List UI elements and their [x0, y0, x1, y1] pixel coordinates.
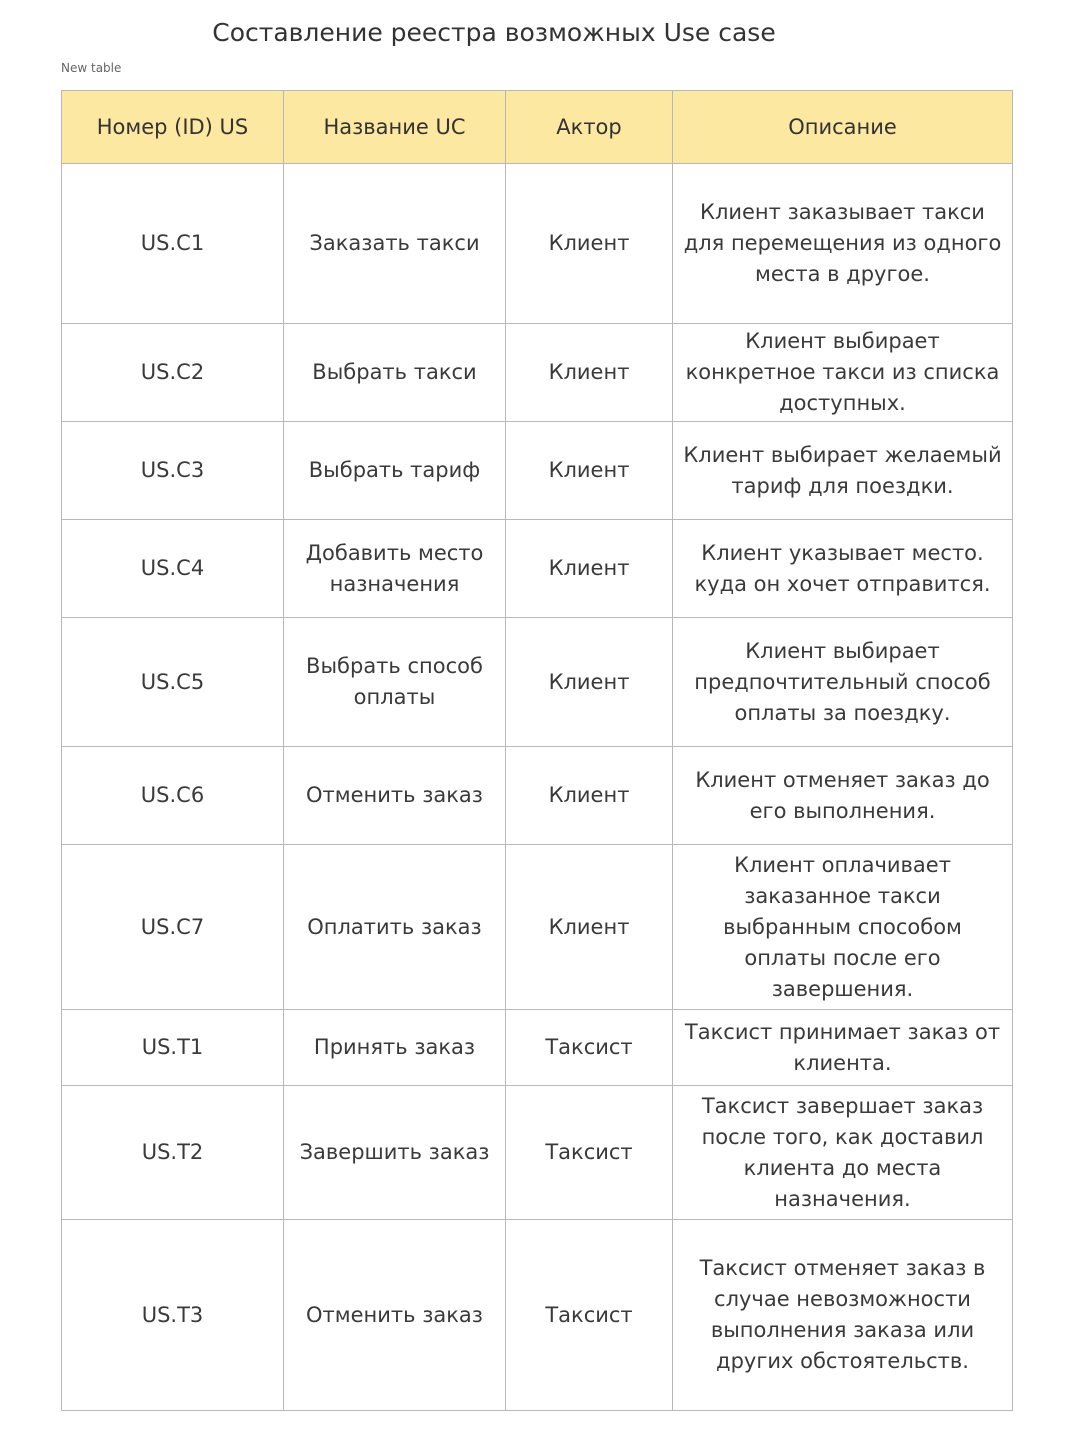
table-row [62, 164, 1013, 324]
cell-id: US.C2 [62, 324, 284, 422]
cell-id: US.T3 [62, 1220, 284, 1411]
table-row [62, 1220, 1013, 1411]
cell-id: US.T2 [62, 1086, 284, 1220]
cell-name: Заказать такси [284, 164, 506, 324]
table-row [62, 1086, 1013, 1220]
cell-description: Таксист принимает заказ от клиента. [673, 1010, 1013, 1086]
cell-actor: Клиент [506, 747, 673, 845]
cell-id: US.T1 [62, 1010, 284, 1086]
cell-description: Клиент указывает место. куда он хочет отправится. [673, 520, 1013, 618]
cell-name: Отменить заказ [284, 1220, 506, 1411]
header-name: Название UC [284, 91, 506, 164]
cell-description: Клиент выбирает конкретное такси из списка доступных. [673, 324, 1013, 422]
use-case-table [61, 90, 1013, 1411]
page-title: Составление реестра возможных Use case [212, 18, 776, 47]
cell-name: Оплатить заказ [284, 845, 506, 1010]
cell-name: Отменить заказ [284, 747, 506, 845]
cell-description: Клиент выбирает желаемый тариф для поездки. [673, 422, 1013, 520]
cell-actor: Клиент [506, 324, 673, 422]
cell-description: Клиент отменяет заказ до его выполнения. [673, 747, 1013, 845]
table-row [62, 747, 1013, 845]
table-header-row [62, 91, 1013, 164]
table-caption: New table [61, 61, 122, 75]
cell-name: Принять заказ [284, 1010, 506, 1086]
table-row [62, 1010, 1013, 1086]
cell-id: US.C7 [62, 845, 284, 1010]
cell-id: US.C4 [62, 520, 284, 618]
cell-description: Клиент оплачивает заказанное такси выбранным способом оплаты после его завершения. [673, 845, 1013, 1010]
cell-id: US.C6 [62, 747, 284, 845]
header-id: Номер (ID) US [62, 91, 284, 164]
cell-actor: Таксист [506, 1220, 673, 1411]
table-row [62, 520, 1013, 618]
cell-id: US.C5 [62, 618, 284, 747]
cell-name: Выбрать способ оплаты [284, 618, 506, 747]
cell-name: Выбрать тариф [284, 422, 506, 520]
cell-actor: Клиент [506, 845, 673, 1010]
cell-actor: Таксист [506, 1010, 673, 1086]
cell-actor: Клиент [506, 520, 673, 618]
table-row [62, 845, 1013, 1010]
header-description: Описание [673, 91, 1013, 164]
cell-name: Добавить место назначения [284, 520, 506, 618]
header-actor: Актор [506, 91, 673, 164]
cell-name: Завершить заказ [284, 1086, 506, 1220]
cell-name: Выбрать такси [284, 324, 506, 422]
cell-description: Клиент заказывает такси для перемещения из одного места в другое. [673, 164, 1013, 324]
cell-actor: Клиент [506, 164, 673, 324]
cell-actor: Клиент [506, 618, 673, 747]
cell-id: US.C3 [62, 422, 284, 520]
table-row [62, 422, 1013, 520]
table-row [62, 618, 1013, 747]
cell-description: Таксист завершает заказ после того, как доставил клиента до места назначения. [673, 1086, 1013, 1220]
cell-description: Клиент выбирает предпочтительный способ оплаты за поездку. [673, 618, 1013, 747]
cell-actor: Таксист [506, 1086, 673, 1220]
cell-description: Таксист отменяет заказ в случае невозможности выполнения заказа или других обстоятельств. [673, 1220, 1013, 1411]
cell-id: US.C1 [62, 164, 284, 324]
table-row [62, 324, 1013, 422]
cell-actor: Клиент [506, 422, 673, 520]
